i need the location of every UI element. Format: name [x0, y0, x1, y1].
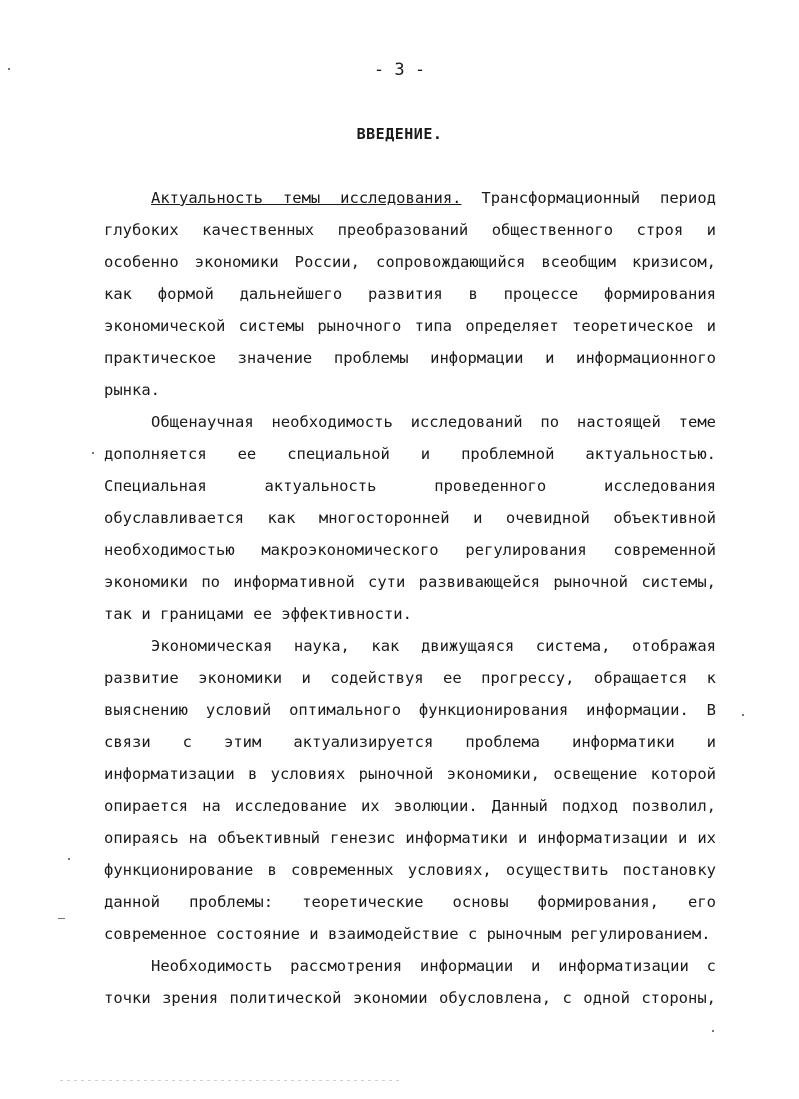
page-heading: ВВЕДЕНИЕ.: [356, 125, 443, 143]
text-line: функционирование в современных условиях, осуществить постановку: [104, 861, 716, 879]
text-line: современное состояние и взаимодействие с рыночным регулированием.: [104, 925, 711, 943]
paragraph-4-line-1: Необходимость рассмотрения информации и информатизации с: [151, 957, 716, 975]
text-line: так и границами ее эффективности.: [104, 605, 412, 623]
text-line: данной проблемы: теоретические основы формирования, его: [104, 893, 716, 911]
scan-speck: [742, 714, 744, 716]
text-line: экономики по информативной сути развивающейся рыночной системы,: [104, 573, 716, 591]
text-line: опирается на исследование их эволюции. Данный подход позволил,: [104, 797, 716, 815]
topic-relevance-label: Актуальность темы исследования.: [151, 189, 462, 207]
text-line: глубоких качественных преобразований общественного строя и: [104, 221, 716, 239]
scan-speck: [92, 452, 94, 454]
text-line: связи с этим актуализируется проблема информатики и: [104, 733, 716, 751]
page-number: - 3 -: [373, 60, 426, 80]
scan-speck: [58, 918, 65, 919]
text-line: обуславливается как многосторонней и очевидной объективной: [104, 509, 716, 527]
scan-speck: [8, 68, 10, 70]
text-line: необходимостью макроэкономического регулирования современной: [104, 541, 716, 559]
text-line: точки зрения политической экономии обусловлена, с одной стороны,: [104, 989, 716, 1007]
scan-artifact-line: [60, 1080, 400, 1081]
paragraph-1-line-1: [104, 182, 716, 214]
paragraph-3-line-1: Экономическая наука, как движущаяся система, отображая: [151, 637, 716, 655]
text-line: экономической системы рыночного типа определяет теоретическое и: [104, 317, 716, 335]
paragraph-1-first-rest: Трансформационный период: [481, 189, 716, 207]
text-line: Специальная актуальность проведенного исследования: [104, 477, 716, 495]
body-text: [104, 182, 716, 1014]
text-line: выяснению условий оптимального функционирования информации. В: [104, 701, 716, 719]
paragraph-2-line-1: Общенаучная необходимость исследований по настоящей теме: [151, 413, 716, 431]
text-line: как формой дальнейшего развития в процессе формирования: [104, 285, 716, 303]
text-line: опираясь на объективный генезис информатики и информатизации и их: [104, 829, 716, 847]
text-line: особенно экономики России, сопровождающийся всеобщим кризисом,: [104, 253, 716, 271]
text-line: практическое значение проблемы информации и информационного: [104, 349, 716, 367]
text-line: дополняется ее специальной и проблемной актуальностью.: [104, 445, 716, 463]
text-line: рынка.: [104, 381, 160, 399]
scan-speck: [712, 1030, 714, 1032]
text-line: развитие экономики и содействуя ее прогрессу, обращается к: [104, 669, 716, 687]
scan-speck: [68, 858, 70, 860]
text-line: информатизации в условиях рыночной экономики, освещение которой: [104, 765, 716, 783]
